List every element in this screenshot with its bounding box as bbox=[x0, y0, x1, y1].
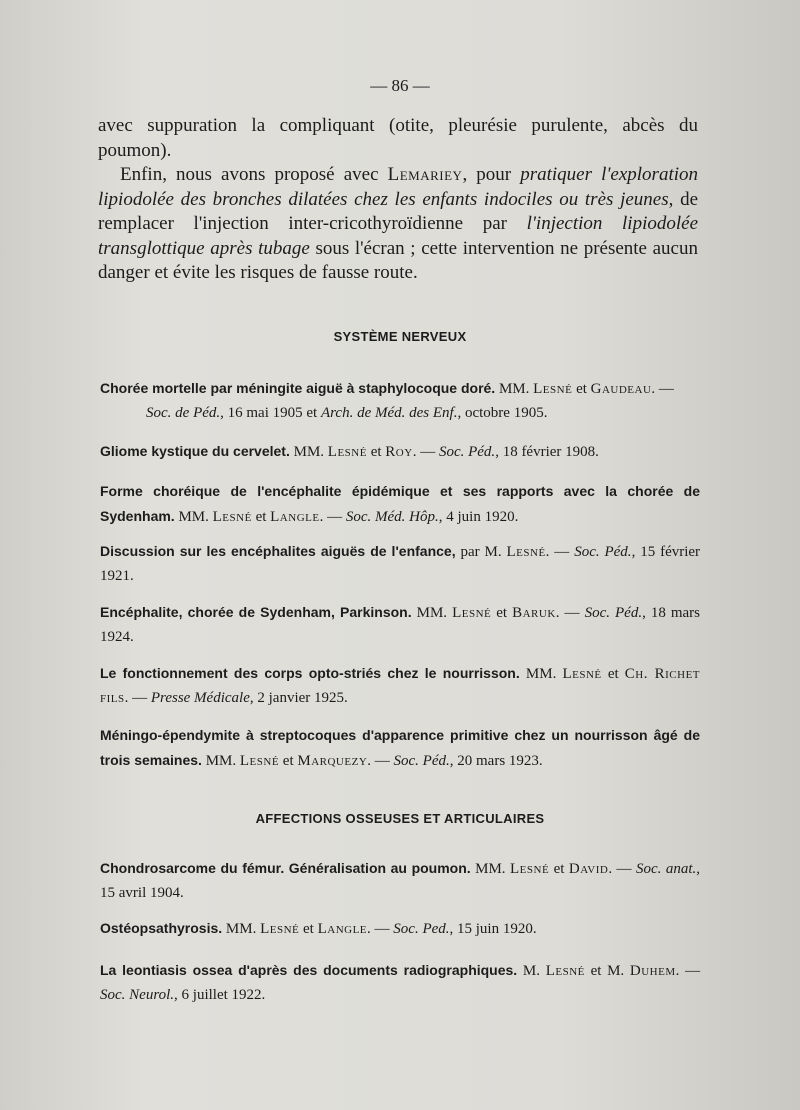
entry-dash: . — bbox=[367, 921, 390, 937]
entry-dash: . — bbox=[675, 963, 701, 979]
entry-dash: . — bbox=[367, 753, 390, 769]
entry-conj: et bbox=[303, 921, 314, 937]
bibliography-entry bbox=[100, 600, 700, 649]
entry-date: , 18 mars 1924. bbox=[100, 605, 701, 645]
bibliography-entry bbox=[100, 376, 700, 425]
entry-author: Lesné bbox=[545, 963, 585, 979]
entry-prefix: par M. bbox=[460, 544, 502, 560]
entry-date: , 20 mars 1923. bbox=[449, 753, 543, 769]
bibliography-entry bbox=[100, 661, 700, 710]
entry-date: , 2 janvier 1925. bbox=[249, 690, 348, 706]
entry-conj: et bbox=[553, 861, 565, 877]
bibliography-entry bbox=[100, 958, 700, 1007]
entry-conj: et bbox=[607, 666, 619, 682]
entry-author: Lesné bbox=[212, 509, 252, 525]
bibliography-entry bbox=[100, 439, 700, 464]
entry-dash: . — bbox=[319, 509, 343, 525]
bibliography-entry bbox=[100, 539, 700, 588]
entry-source: Soc. Péd. bbox=[438, 444, 496, 460]
entry-title: Chorée mortelle par méningite aiguë à staphylocoque doré. bbox=[100, 380, 496, 396]
entry-author: Lesné bbox=[452, 605, 492, 621]
text-run: sous l'écran ; cette intervention ne présente aucun danger et évite les risques de fausse route. bbox=[98, 237, 698, 283]
entry-author: Marquezy bbox=[297, 753, 368, 769]
entry-author: Lesné bbox=[510, 861, 550, 877]
entry-author: Lesné bbox=[533, 381, 573, 397]
entry-title: Encéphalite, chorée de Sydenham, Parkinson. bbox=[100, 604, 412, 620]
section-heading-osseuses: AFFECTIONS OSSEUSES ET ARTICULAIRES bbox=[255, 811, 545, 826]
entry-source: Soc. anat. bbox=[636, 861, 697, 877]
entry-author: Lesné bbox=[260, 921, 300, 937]
entry-author: Ch. Richet fils bbox=[100, 666, 701, 706]
entry-conj: et M. bbox=[590, 963, 625, 979]
entry-author: Langle bbox=[317, 921, 368, 937]
entry-author: Lesné bbox=[562, 666, 602, 682]
section-heading-nerveux: SYSTÈME NERVEUX bbox=[333, 329, 467, 344]
bibliography-entry bbox=[100, 723, 700, 773]
entry-author: Duhem bbox=[629, 963, 676, 979]
entry-title: Gliome kystique du cervelet. bbox=[100, 443, 290, 459]
entry-title: Méningo-épendymite à streptocoques d'apparence primitive chez un nourrisson âgé de trois semaines. bbox=[100, 727, 700, 768]
intro-paragraph-1: avec suppuration la compliquant (otite, pleurésie purulente, abcès du poumon). bbox=[98, 115, 698, 161]
intro-text bbox=[98, 114, 698, 286]
entry-conj: et bbox=[496, 605, 508, 621]
entry-source: Presse Médicale bbox=[150, 690, 250, 706]
entry-dash: . — bbox=[412, 444, 436, 460]
entry-date: , 15 juin 1920. bbox=[449, 921, 537, 937]
bibliography-entry bbox=[100, 856, 700, 905]
entry-date: , octobre 1905. bbox=[457, 405, 548, 421]
entry-prefix: MM. bbox=[178, 509, 209, 525]
entry-author: David bbox=[568, 861, 609, 877]
entry-source: Soc. de Péd. bbox=[146, 405, 221, 421]
entry-author: Gaudeau bbox=[590, 381, 652, 397]
text-run: , pour bbox=[462, 164, 521, 185]
entry-source: Soc. Ped. bbox=[393, 921, 450, 937]
entry-date: , 6 juillet 1922. bbox=[174, 987, 266, 1003]
entry-author: Baruk bbox=[512, 605, 556, 621]
entry-title: Chondrosarcome du fémur. Généralisation au poumon. bbox=[100, 860, 471, 876]
text-run: Enfin, nous avons proposé avec bbox=[120, 164, 388, 185]
entry-date: , 15 février 1921. bbox=[100, 544, 701, 584]
intro-paragraph-2 bbox=[98, 163, 698, 286]
entry-source: Soc. Péd. bbox=[393, 753, 450, 769]
entry-date: , 15 avril 1904. bbox=[100, 861, 701, 901]
italic-run: pratiquer l'exploration lipiodolée des bronches dilatées chez les enfants indociles ou très jeunes bbox=[98, 164, 699, 210]
entry-prefix: MM. bbox=[205, 753, 237, 769]
entry-source: Soc. Péd. bbox=[574, 544, 632, 560]
entry-dash: . — bbox=[555, 605, 580, 621]
entry-title: Ostéopsathyrosis. bbox=[100, 920, 223, 936]
entry-prefix: MM. bbox=[475, 861, 506, 877]
entry-prefix: MM. bbox=[293, 444, 325, 460]
entry-dash: . — bbox=[608, 861, 632, 877]
bibliography-entry bbox=[100, 479, 700, 529]
entry-dash: . — bbox=[651, 381, 674, 397]
entry-title: La leontiasis ossea d'après des documents radiographiques. bbox=[100, 962, 518, 978]
entry-dash: . — bbox=[124, 690, 148, 706]
entry-conj: et bbox=[255, 509, 267, 525]
entry-title: Le fonctionnement des corps opto-striés chez le nourrisson. bbox=[100, 665, 520, 681]
text-run: , de remplacer l'injection inter-cricothyroïdienne par bbox=[98, 188, 698, 234]
entry-title: Discussion sur les encéphalites aiguës de l'enfance, bbox=[100, 543, 456, 559]
entry-author: Langle bbox=[270, 509, 320, 525]
entry-prefix: MM. bbox=[525, 666, 557, 682]
entry-conj: et bbox=[282, 753, 294, 769]
entry-source: Soc. Péd. bbox=[584, 605, 643, 621]
entry-date: , 18 février 1908. bbox=[495, 444, 599, 460]
entry-source: Arch. de Méd. des Enf. bbox=[320, 405, 458, 421]
entry-title: Forme choréique de l'encéphalite épidémique et ses rapports avec la chorée de Sydenham. bbox=[100, 483, 700, 524]
bibliography-entry bbox=[100, 916, 700, 941]
entry-prefix: MM. bbox=[416, 605, 448, 621]
entry-source: Soc. Méd. Hôp. bbox=[345, 509, 439, 525]
entry-date: , 4 juin 1920. bbox=[438, 509, 519, 525]
entry-prefix: MM. bbox=[498, 381, 530, 397]
entry-dash: . — bbox=[545, 544, 570, 560]
page-number: — 86 — bbox=[370, 76, 430, 95]
entry-source: Soc. Neurol. bbox=[100, 987, 175, 1003]
entry-author: Lesné bbox=[239, 753, 280, 769]
entry-prefix: MM. bbox=[225, 921, 257, 937]
entry-author: Lesné bbox=[506, 544, 546, 560]
author-name: Lemariey bbox=[387, 164, 463, 185]
entry-author: Lesné bbox=[327, 444, 367, 460]
entry-author: Roy bbox=[385, 444, 413, 460]
entry-conj: et bbox=[370, 444, 382, 460]
entry-prefix: M. bbox=[522, 963, 540, 979]
entry-date: , 16 mai 1905 et bbox=[220, 405, 321, 421]
italic-run: l'injection lipiodolée transglottique après tubage bbox=[98, 213, 699, 259]
entry-conj: et bbox=[576, 381, 587, 397]
